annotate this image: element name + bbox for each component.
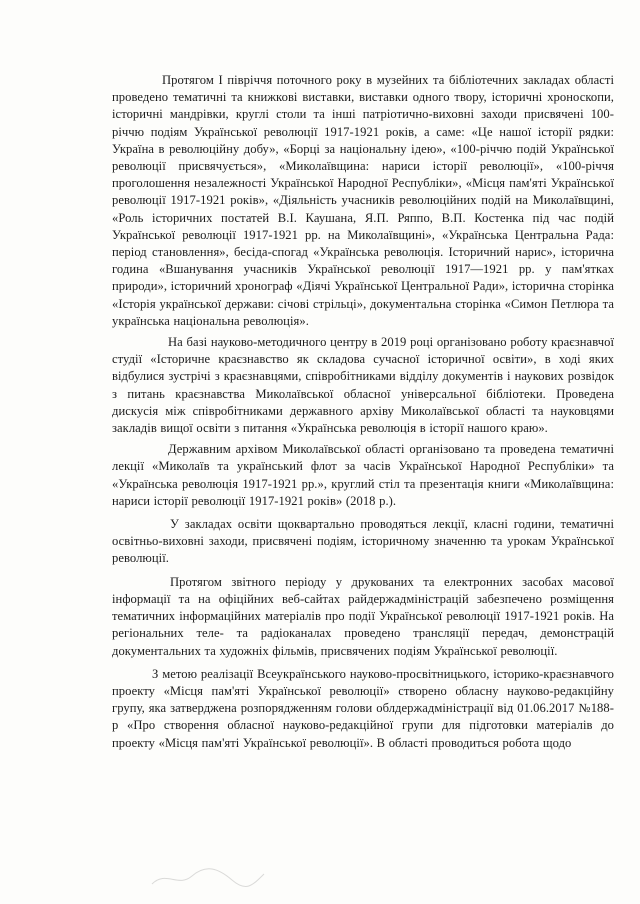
- paragraph-state-archive: Державним архівом Миколаївської області організовано та проведена тематичні лекції «Миколаїв та український флот за часів Української Народної Республіки» та «Українська революція 1917-1921 рр.», круглий стіл та презентація книги «Миколаївщина: нариси історії революції 1917-1921 років» (2018 р.).: [112, 442, 614, 508]
- paragraph-local-history-studio: На базі науково-методичного центру в 2019 році організовано роботу краєзнавчої студії «Історичне краєзнавство як складова сучасної історичної освіти», в ході яких відбулися зустрічі з краєзнавцями, співробітниками відділу документів і наукових розвідок з питань краєзнавства Миколаївської обласної універсальної бібліотеки. Проведена дискусія між співробітниками державного архіву Миколаївської області та науковцями закладів вищої освіти з питання «Українська революція в історії нашого краю».: [112, 335, 614, 436]
- paragraph-media: Протягом звітного періоду у друкованих та електронних засобах масової інформації та на офіційних веб-сайтах райдержадміністрацій забезпечено розміщення тематичних інформаційних матеріалів про події Української революції 1917-1921 років. На регіональних теле- та радіоканалах проведено трансляції передач, демонстрацій документальних та художніх фільмів, присвячених подіям Української революції.: [112, 574, 614, 658]
- faint-signature-mark: [148, 862, 268, 892]
- paragraph-museum-events: Протягом I півріччя поточного року в музейних та бібліотечних закладах області проведено тематичні та книжкові виставки, виставки одного твору, історичні хроноскопи, історичні мандрівки, круглі столи та інші патріотично-виховні заходи присвячені 100-річчю подіям Української революції 1917-1921 років, а саме: «Це нашої історії рядки: Україна в революційну добу», «Борці за національну ідею», «100-річчю подій Української революції присвячується», «Миколаївщина: нариси історії революції», «100-річчя проголошення незалежності Української Народної Республіки», «Місця пам'яті Української революції 1917-1921 років», «Діяльність учасників революційних подій на Миколаївщині, «Роль історичних постатей В.І. Каушана, Я.П. Ряппо, В.П. Костенка під час подій Української революції 1917-1921 рр. на Миколаївщині», «Українська Центральна Рада: період становлення», бесіда-спогад «Українська революція. Історичний нарис», історична година «Вшанування учасників Української революції 1917—1921 рр. у пам'ятках природи», історичний хронограф «Діячі Української Центральної Ради», історична сторінка «Історія української держави: січові стрільці», документальна сторінка «Симон Петлюра та українська національна революція».: [112, 73, 614, 328]
- paragraph-education: У закладах освіти щоквартально проводяться лекції, класні години, тематичні освітньо-виховні заходи, присвячені подіям, історичному значенню та урокам Української революції.: [112, 517, 614, 566]
- paragraph-memory-places-project: З метою реалізації Всеукраїнського науково-просвітницького, історико-краєзнавчого проекту «Місця пам'яті Української революції» створено обласну науково-редакційну групу, яка затверджена розпорядженням голови облдержадміністрації від 01.06.2017 №188-р «Про створення обласної науково-редакційної групи для підготовки матеріалів до проекту «Місця пам'яті Української революції». В області проводиться робота щодо: [112, 666, 614, 750]
